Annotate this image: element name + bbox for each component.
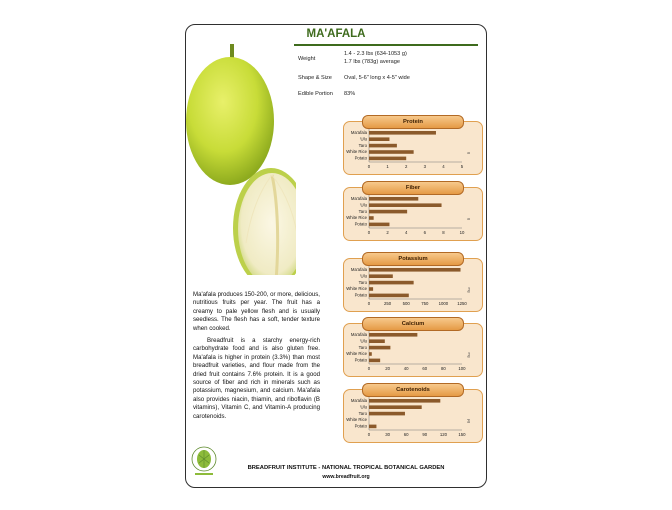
tick-label: 120 — [439, 432, 447, 437]
category-label: White Rice — [346, 149, 367, 155]
tick-label: 4 — [405, 230, 408, 235]
category-label: Taro — [358, 410, 367, 416]
info-row-shape — [298, 75, 482, 85]
weight-value: 1.4 - 2.3 lbs (634-1053 g) — [344, 51, 407, 57]
tick-label: 30 — [385, 432, 390, 437]
tick-label: 3 — [423, 164, 426, 169]
unit-label: µg — [467, 419, 471, 424]
bar — [369, 399, 440, 403]
category-label: White Rice — [346, 351, 367, 357]
bar — [369, 131, 436, 135]
chart-svg — [344, 324, 482, 376]
chart-svg — [344, 259, 482, 311]
tick-label: 100 — [458, 366, 466, 371]
tick-label: 10 — [459, 230, 465, 235]
title-divider — [294, 44, 478, 46]
bar — [369, 281, 414, 285]
edible-value: 83% — [344, 91, 356, 97]
edible-label: Edible Portion — [298, 91, 333, 97]
category-label: Ma'afala — [350, 398, 367, 403]
chart-svg — [344, 390, 482, 442]
tick-label: 8 — [442, 230, 445, 235]
bar — [369, 352, 372, 356]
bar — [369, 150, 414, 154]
category-label: 'Ulu — [359, 202, 367, 208]
tick-label: 1250 — [457, 301, 467, 306]
tick-label: 1 — [386, 164, 389, 169]
chart-potassium — [343, 258, 483, 312]
bar — [369, 216, 374, 220]
chart-title: Calcium — [362, 317, 464, 331]
footer-url: www.breadfruit.org — [322, 474, 370, 480]
tick-label: 0 — [367, 366, 371, 371]
tick-label: 60 — [403, 432, 409, 437]
chart-title: Potassium — [362, 252, 464, 266]
tick-label: 1000 — [438, 301, 449, 306]
tick-label: 0 — [367, 230, 371, 235]
category-label: Potato — [354, 357, 367, 363]
bar — [369, 339, 385, 343]
stem — [230, 44, 234, 58]
chart-title: Fiber — [362, 181, 464, 195]
category-label: White Rice — [346, 417, 367, 423]
category-label: 'Ulu — [359, 136, 367, 142]
category-label: Taro — [358, 142, 367, 148]
description — [193, 291, 320, 425]
category-label: 'Ulu — [359, 273, 367, 279]
bar — [369, 412, 405, 416]
category-label: Ma'afala — [350, 130, 367, 135]
category-label: White Rice — [346, 286, 367, 292]
category-label: Potato — [354, 292, 367, 298]
description-paragraph-2: Breadfruit is a starchy energy-rich carbohydrate food and is also gluten free. Ma'afala is higher in protein (3.3%) than most breadfruit varieties, and flour made from the dried fruit contains 7.6% protein. It is a good source of fiber and rich in minerals such as potassium, magnesium, and calcium. Ma'afala also provides niacin, thiamin, and riboflavin (B vitamins), Vitamin C, and Vitamin-A producing carotenoids. — [193, 337, 320, 420]
chart-protein — [343, 121, 483, 175]
unit-label: mg — [467, 287, 471, 293]
category-label: Ma'afala — [350, 332, 367, 337]
bar — [369, 287, 373, 291]
category-label: Taro — [358, 279, 367, 285]
description-paragraph-1: Ma'afala produces 150-200, or more, delicious, nutritious fruits per year. The fruit has a creamy to pale yellow flesh and is usually seedless. The flesh has a soft, tender texture when cooked. — [193, 291, 320, 332]
weight-label: Weight — [298, 56, 316, 62]
tick-label: 60 — [422, 366, 428, 371]
tick-label: 250 — [384, 301, 392, 306]
tick-label: 0 — [367, 301, 371, 306]
weight-average: 1.7 lbs (783g) average — [344, 59, 400, 65]
category-label: Potato — [354, 423, 367, 429]
whole-fruit — [186, 57, 274, 185]
fact-card — [185, 24, 487, 488]
tick-label: 0 — [367, 164, 371, 169]
category-label: 'Ulu — [359, 404, 367, 410]
tick-label: 6 — [423, 230, 426, 235]
unit-label: mg — [467, 352, 471, 358]
tick-label: 40 — [403, 366, 409, 371]
bar — [369, 203, 442, 207]
bar — [369, 346, 390, 350]
chart-title: Protein — [362, 115, 464, 129]
chart-fiber — [343, 187, 483, 241]
category-label: Potato — [354, 221, 367, 227]
tick-label: 2 — [386, 230, 389, 235]
category-label: Taro — [358, 344, 367, 350]
bar — [369, 268, 461, 272]
category-label: Taro — [358, 208, 367, 214]
unit-label: g — [467, 218, 471, 221]
footer-institute: BREADFRUIT INSTITUTE - NATIONAL TROPICAL BOTANICAL GARDEN — [247, 465, 445, 471]
tick-label: 0 — [367, 432, 371, 437]
bar — [369, 405, 422, 409]
category-label: White Rice — [346, 215, 367, 221]
bar — [369, 197, 418, 201]
bar — [369, 333, 417, 337]
chart-svg — [344, 188, 482, 240]
tick-label: 2 — [405, 164, 408, 169]
tick-label: 500 — [402, 301, 410, 306]
bar — [369, 425, 376, 429]
info-row-weight — [298, 51, 482, 67]
category-label: 'Ulu — [359, 338, 367, 344]
bar — [369, 144, 397, 148]
shape-label: Shape & Size — [298, 75, 332, 81]
chart-carotenoids — [343, 389, 483, 443]
bar — [369, 359, 380, 363]
chart-svg — [344, 122, 482, 174]
tick-label: 750 — [421, 301, 429, 306]
bar — [369, 223, 389, 227]
breadfruit-image — [186, 43, 296, 275]
category-label: Ma'afala — [350, 196, 367, 201]
category-label: Ma'afala — [350, 267, 367, 272]
info-row-edible — [298, 91, 482, 101]
chart-calcium — [343, 323, 483, 377]
tick-label: 4 — [442, 164, 445, 169]
tick-label: 150 — [458, 432, 466, 437]
tick-label: 20 — [385, 366, 390, 371]
chart-title: Carotenoids — [362, 383, 464, 397]
category-label: Potato — [354, 155, 367, 161]
card-title: MA'AFALA — [306, 28, 366, 40]
shape-value: Oval, 5-6" long x 4-5" wide — [344, 75, 410, 81]
bar — [369, 294, 409, 298]
unit-label: g — [467, 152, 471, 155]
bar — [369, 157, 406, 161]
bar — [369, 274, 393, 278]
tick-label: 80 — [441, 366, 446, 371]
bar — [369, 210, 407, 214]
bar — [369, 137, 389, 141]
tick-label: 90 — [422, 432, 428, 437]
tick-label: 5 — [460, 164, 464, 169]
